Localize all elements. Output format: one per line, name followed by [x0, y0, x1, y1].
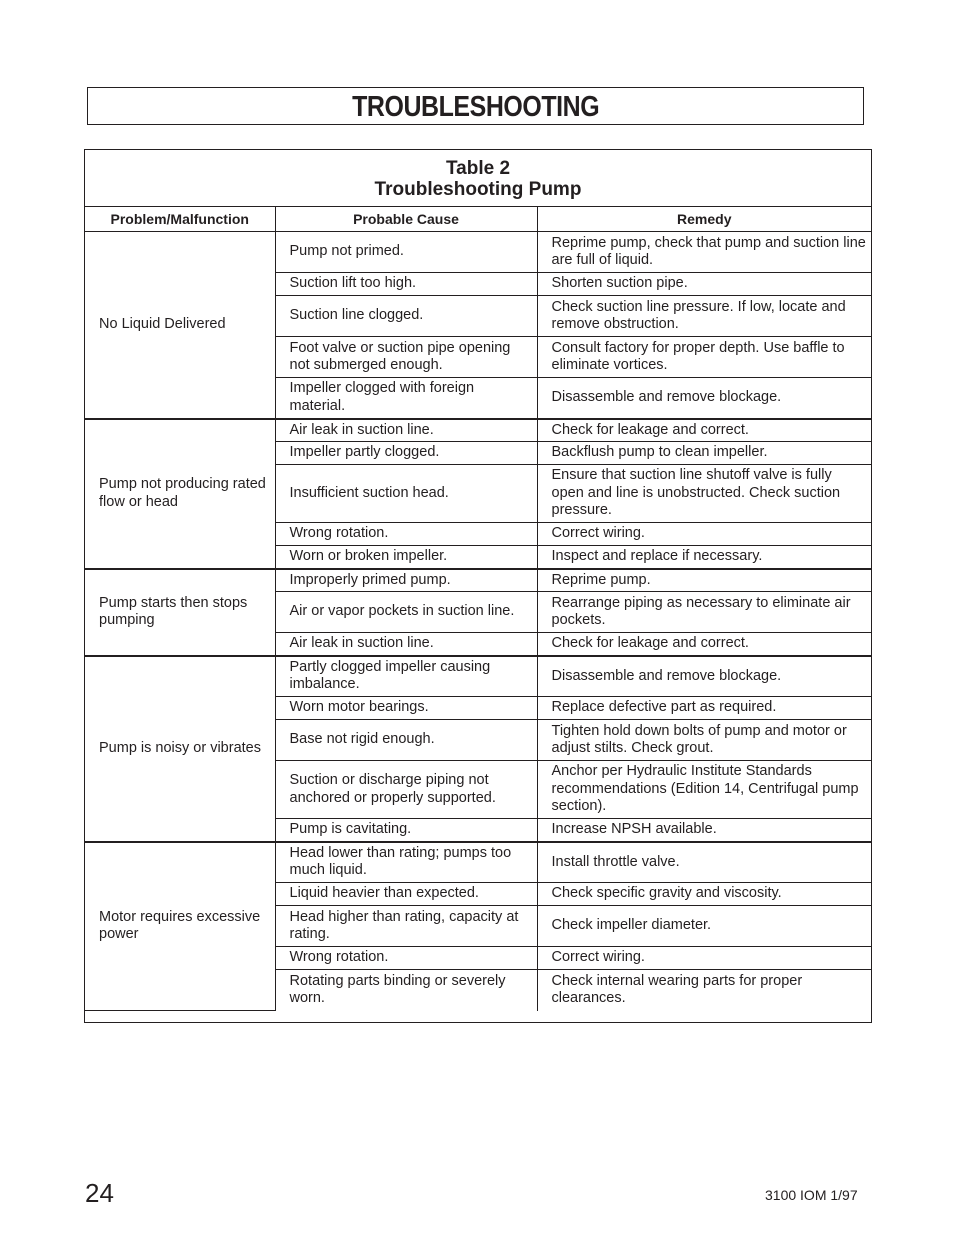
remedy-cell: Install throttle valve. [537, 842, 871, 883]
cause-cell: Worn or broken impeller. [275, 546, 537, 569]
table-row [85, 419, 871, 442]
header-row [85, 207, 871, 232]
cause-cell: Impeller partly clogged. [275, 442, 537, 465]
table-row [85, 569, 871, 592]
remedy-cell: Check suction line pressure. If low, locate and remove obstruction. [537, 296, 871, 337]
table-caption [85, 150, 871, 207]
remedy-cell: Tighten hold down bolts of pump and motor or adjust stilts. Check grout. [537, 720, 871, 761]
remedy-cell: Shorten suction pipe. [537, 273, 871, 296]
remedy-cell: Check impeller diameter. [537, 906, 871, 947]
remedy-cell: Disassemble and remove blockage. [537, 378, 871, 419]
cause-cell: Pump not primed. [275, 232, 537, 273]
remedy-cell: Anchor per Hydraulic Institute Standards recommendations (Edition 14, Centrifugal pump section). [537, 761, 871, 819]
page-title: TROUBLESHOOTING [351, 90, 600, 123]
remedy-cell: Correct wiring. [537, 947, 871, 970]
table-row [85, 842, 871, 883]
troubleshooting-table [84, 149, 872, 1023]
remedy-cell: Check specific gravity and viscosity. [537, 883, 871, 906]
cause-cell: Wrong rotation. [275, 947, 537, 970]
cause-cell: Head higher than rating, capacity at rating. [275, 906, 537, 947]
remedy-cell: Replace defective part as required. [537, 697, 871, 720]
header-cause: Probable Cause [275, 207, 537, 232]
cause-cell: Liquid heavier than expected. [275, 883, 537, 906]
remedy-cell: Correct wiring. [537, 523, 871, 546]
table-body [85, 232, 871, 1011]
problem-cell: No Liquid Delivered [85, 232, 275, 419]
remedy-cell: Check for leakage and correct. [537, 633, 871, 656]
table-row [85, 232, 871, 273]
remedy-cell: Backflush pump to clean impeller. [537, 442, 871, 465]
cause-cell: Partly clogged impeller causing imbalance. [275, 656, 537, 697]
cause-cell: Rotating parts binding or severely worn. [275, 970, 537, 1011]
header-remedy: Remedy [537, 207, 871, 232]
cause-cell: Worn motor bearings. [275, 697, 537, 720]
cause-cell: Pump is cavitating. [275, 819, 537, 842]
remedy-cell: Reprime pump. [537, 569, 871, 592]
problem-cell: Pump starts then stops pumping [85, 569, 275, 656]
cause-cell: Wrong rotation. [275, 523, 537, 546]
remedy-cell: Consult factory for proper depth. Use baffle to eliminate vortices. [537, 337, 871, 378]
cause-cell: Air or vapor pockets in suction line. [275, 592, 537, 633]
problem-cell: Pump not producing rated flow or head [85, 419, 275, 569]
remedy-cell: Ensure that suction line shutoff valve is fully open and line is unobstructed. Check suction pressure. [537, 465, 871, 523]
remedy-cell: Inspect and replace if necessary. [537, 546, 871, 569]
cause-cell: Suction lift too high. [275, 273, 537, 296]
page-title-box [87, 87, 864, 125]
page-number: 24 [85, 1178, 114, 1208]
cause-cell: Impeller clogged with foreign material. [275, 378, 537, 419]
problem-cell: Motor requires excessive power [85, 842, 275, 1011]
cause-cell: Suction line clogged. [275, 296, 537, 337]
remedy-cell: Rearrange piping as necessary to eliminate air pockets. [537, 592, 871, 633]
table-grid [85, 207, 871, 1011]
cause-cell: Insufficient suction head. [275, 465, 537, 523]
document-code: 3100 IOM 1/97 [765, 1187, 858, 1203]
table-number: Table 2 [445, 158, 511, 179]
problem-cell: Pump is noisy or vibrates [85, 656, 275, 842]
cause-cell: Improperly primed pump. [275, 569, 537, 592]
cause-cell: Air leak in suction line. [275, 419, 537, 442]
remedy-cell: Reprime pump, check that pump and suction line are full of liquid. [537, 232, 871, 273]
table-title: Troubleshooting Pump [374, 179, 582, 200]
cause-cell: Air leak in suction line. [275, 633, 537, 656]
remedy-cell: Check for leakage and correct. [537, 419, 871, 442]
cause-cell: Suction or discharge piping not anchored or properly supported. [275, 761, 537, 819]
remedy-cell: Disassemble and remove blockage. [537, 656, 871, 697]
cause-cell: Head lower than rating; pumps too much liquid. [275, 842, 537, 883]
table-row [85, 656, 871, 697]
remedy-cell: Increase NPSH available. [537, 819, 871, 842]
header-problem: Problem/Malfunction [85, 207, 275, 232]
cause-cell: Base not rigid enough. [275, 720, 537, 761]
remedy-cell: Check internal wearing parts for proper clearances. [537, 970, 871, 1011]
cause-cell: Foot valve or suction pipe opening not submerged enough. [275, 337, 537, 378]
